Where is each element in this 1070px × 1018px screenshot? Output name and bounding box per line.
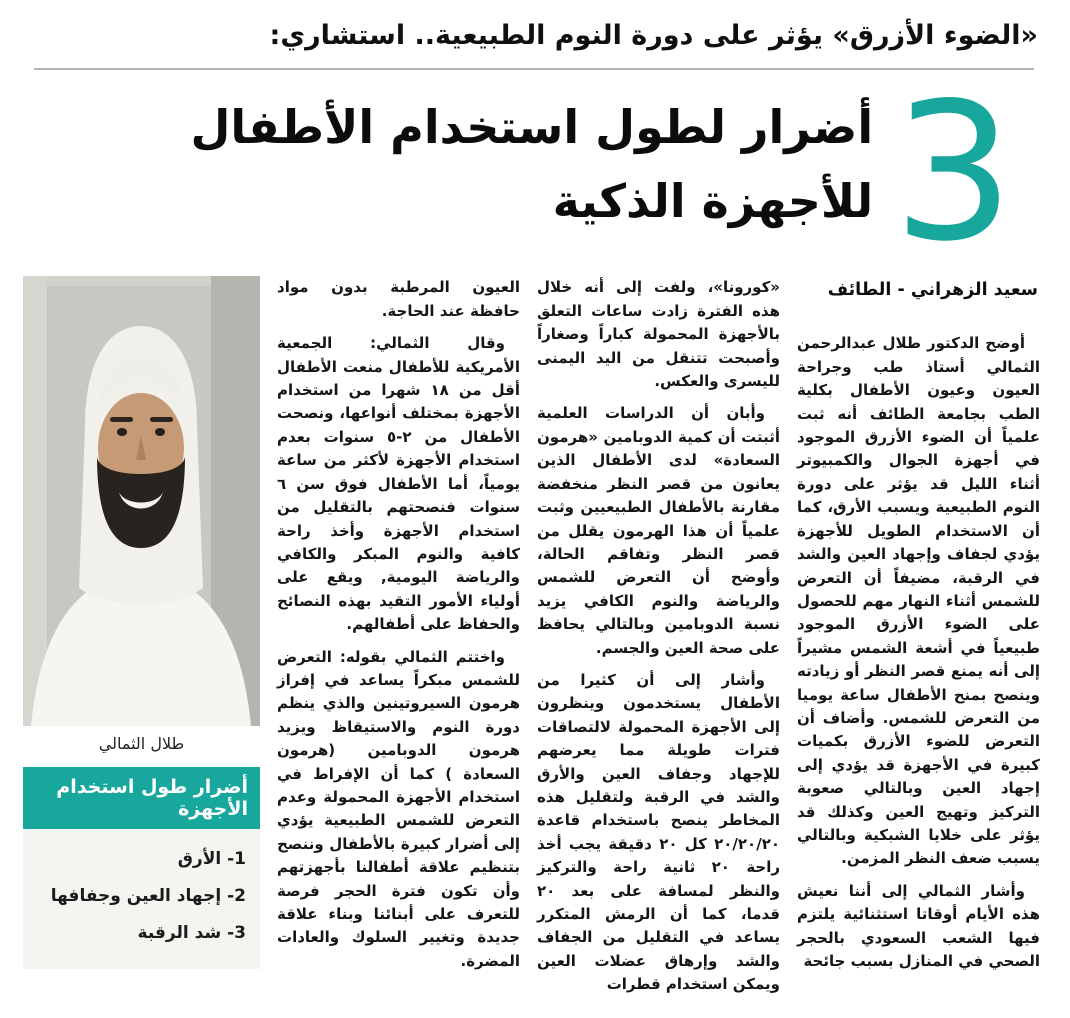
byline: سعيد الزهراني - الطائف	[827, 280, 1038, 301]
article-column-2	[537, 276, 780, 1005]
headline-text	[191, 90, 874, 239]
paragraph: وأبان أن الدراسات العلمية أثبتت أن كمية الدوبامين «هرمون السعادة» لدى الأطفال الذين يعانون من قصر النظر منخفضة مقارنة بالأطفال الطبيعيين وثبت علمياً أن هذا الهرمون يقلل من قصر النظر وتفاقم الحالة، وأوضح أن التعرض للشمس والرياضة والنوم الكافي يزيد نسبة الدوبامين وبالتالي يحافظ على صحة العين والجسم.	[537, 404, 780, 657]
main-headline	[28, 61, 1040, 283]
headline-number: 3	[893, 61, 1014, 283]
infobox-item: 1- الأرق	[177, 849, 246, 870]
paragraph: واختتم الثمالي بقوله: التعرض للشمس مبكراً يساعد في إفراز هرمون السيروتينين والذي ينظم دورة النوم والاستيقاظ ويزيد هرمون الدوبامين (هرمون السعادة ) كما أن الإفراط في استخدام الأجهزة المحمولة وعدم التعرض للشمس الطبيعية يؤدي إلى أضرار كبيرة بالأطفال وننصح بتنظيم علاقة أطفالنا بأجهزتهم وأن تكون فترة الحجر فرصة للتعرف على أبنائنا وبناء علاقة جديدة وتغيير السلوك والعادات المضرة.	[277, 647, 520, 970]
infobox-item: 3- شد الرقبة	[137, 922, 246, 943]
headline-line2: للأجهزة الذكية	[552, 174, 874, 229]
photo-caption: طلال الثمالي	[98, 734, 185, 754]
article-body	[28, 260, 1040, 1005]
paragraph: وقال الثمالي: الجمعية الأمريكية للأطفال منعت الأطفال أقل من ١٨ شهرا من استخدام الأجهزة بمختلف أنواعها، ونصحت الأطفال من ٢-٥ سنوات بعدم استخدام الأجهزة لأكثر من ساعة يومياً، أما الأطفال فوق سن ٦ سنوات فنصحتهم بالتقليل من استخدام الأجهزة وأخذ راحة كافية والنوم المبكر والكافي والرياضة اليومية, ويقع على أولياء الأمور التقيد بهذه النصائح والحفاظ على أطفالهم.	[277, 334, 520, 634]
paragraph: أوضح الدكتور طلال عبدالرحمن الثمالي أستاذ طب وجراحة العيون وعيون الأطفال بكلية الطب بجامعة الطائف أنه ثبت علمياً أن الضوء الأزرق الموجود في أجهزة الجوال والكمبيوتر أثناء الليل قد يؤثر على دورة النوم الطبيعية ويسبب الأرق، كما أن الاستخدام الطويل للأجهزة يؤدي لجفاف وإجهاد العين والشد في الرقبة، مضيفاً أن التعرض للشمس أثناء النهار مهم للحصول على الضوء الأزرق الموجود طبيعياً في أشعة الشمس مشيراً إلى أنه يمنع قصر النظر أو زيادته وينصح بمنح الأطفال ساعة يوميا من التعرض للشمس. وأضاف أن التعرض للضوء الأزرق بكميات كبيرة في الأجهزة قد يؤدي إلى إجهاد العين وبالتالي صعوبة التركيز وتهيج العين وكذلك قد يؤثر على خلايا الشبكية وبالتالي يسبب ضعف النظر المزمن.	[797, 334, 1040, 868]
headline-line1: أضرار لطول استخدام الأطفال	[190, 99, 874, 154]
paragraph: العيون المرطبة بدون مواد حافظة عند الحاجة.	[277, 278, 520, 320]
paragraph: وأشار الثمالي إلى أننا نعيش هذه الأيام أوقاتا استثنائية يلتزم فيها الشعب السعودي بالحجر الصحي في المنازل بسبب جائحة	[797, 881, 1040, 970]
paragraph: «كورونا»، ولفت إلى أنه خلال هذه الفترة زادت ساعات التعلق بالأجهزة المحمولة كباراً وصغاراً وأصبحت تتنقل من اليد اليمنى لليسرى والعكس.	[537, 278, 780, 391]
paragraph: وأشار إلى أن كثيرا من الأطفال يستخدمون وينظرون إلى الأجهزة المحمولة لالتصاقات فترات طويلة مما يعرضهم للإجهاد وجفاف العين والأرق والشد في الرقبة ولتقليل هذه المخاطر ينصح باستخدام قاعدة ٢٠/٢٠/٢٠ كل ٢٠ دقيقة يجب أخذ راحة ٢٠ ثانية راحة والتركيز والنظر لمسافة على بعد ٢٠ قدما، كما أن الرمش المتكرر يساعد في التقليل من الجفاف والشد وإرهاق عضلات العين ويمكن استخدام قطرات	[537, 670, 781, 994]
infobox-item: 2- إجهاد العين وجفافها	[50, 885, 246, 906]
article-column-1	[797, 276, 1040, 1005]
article-column-3	[277, 276, 520, 1005]
infobox-title: أضرار طول استخدام الأجهزة	[23, 767, 260, 829]
kicker-headline: «الضوء الأزرق» يؤثر على دورة النوم الطبيعية.. استشاري:	[269, 20, 1038, 51]
portrait-figure	[23, 276, 260, 767]
media-column	[23, 276, 260, 1005]
portrait-photo	[23, 276, 260, 726]
infobox-list	[23, 829, 260, 969]
kicker-row	[28, 10, 1040, 68]
infobox	[23, 767, 260, 969]
